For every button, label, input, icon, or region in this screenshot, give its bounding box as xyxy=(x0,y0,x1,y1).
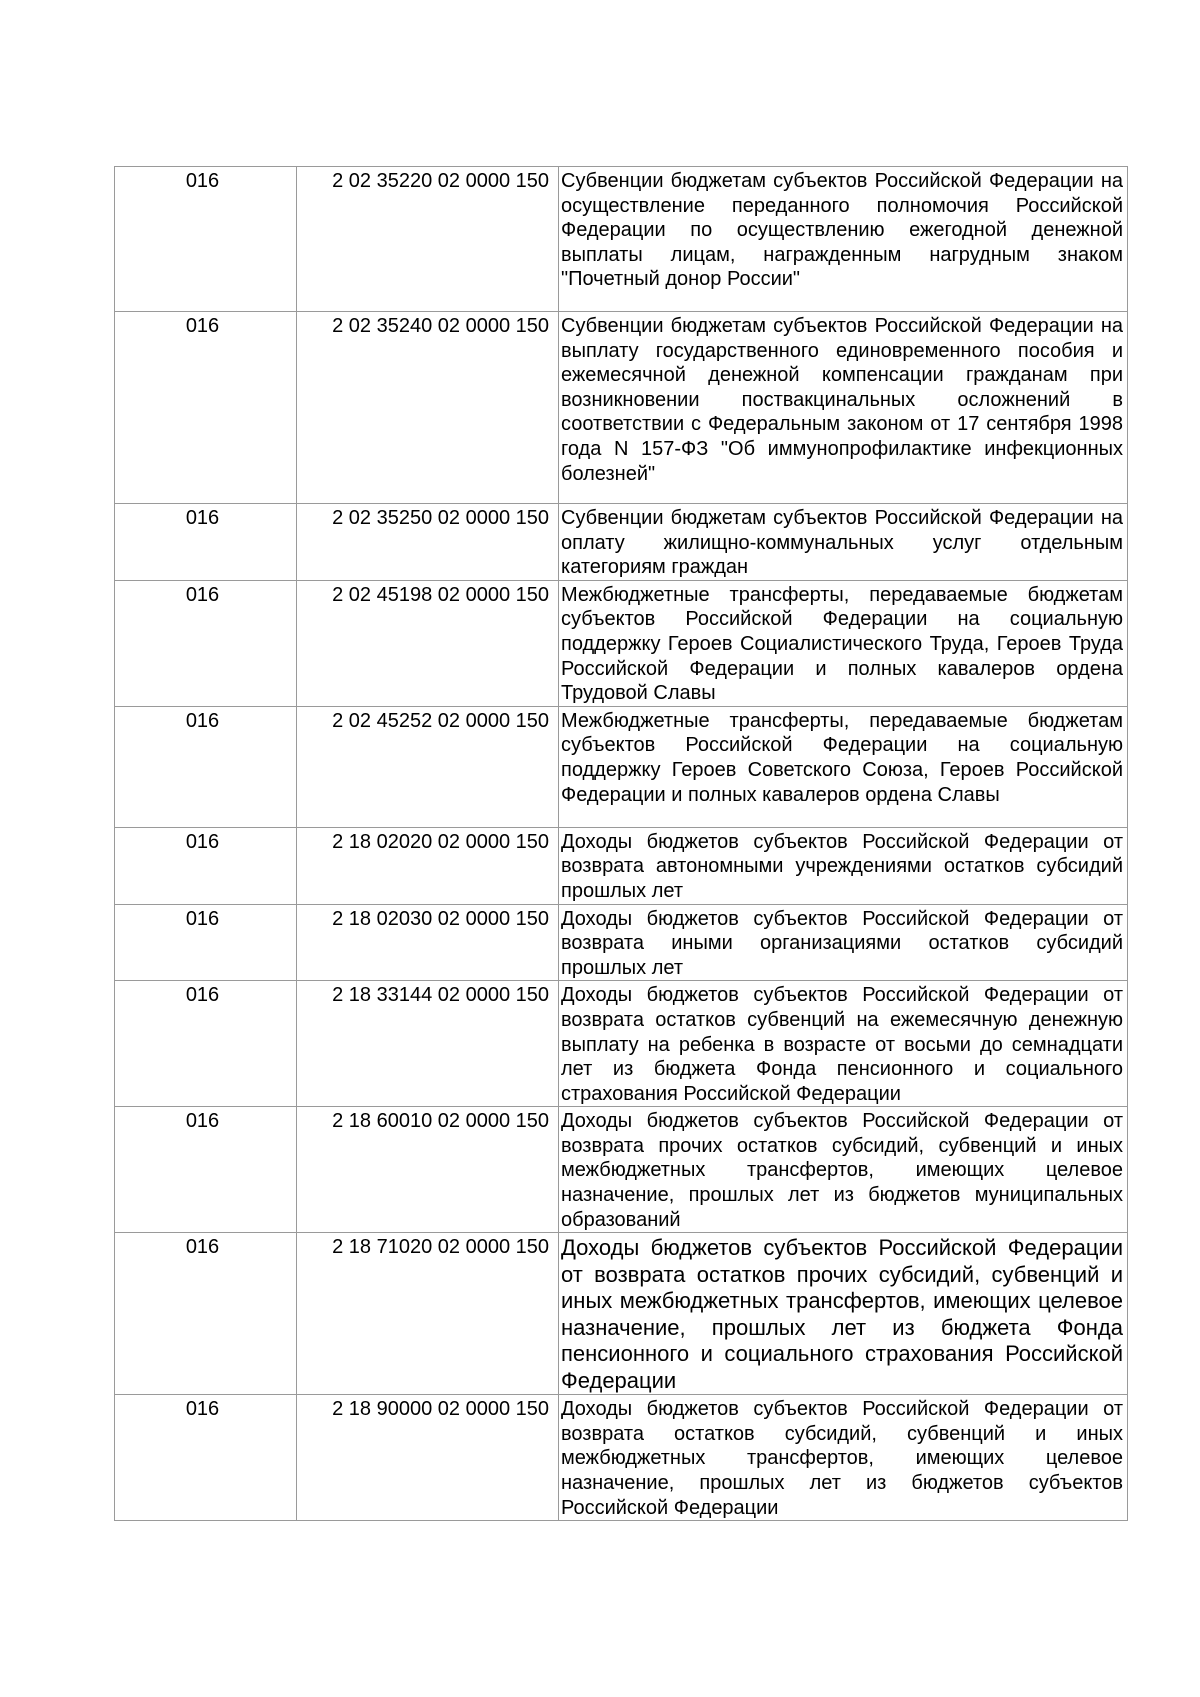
budget-code-cell: 2 18 02030 02 0000 150 xyxy=(297,904,559,981)
income-name-cell xyxy=(559,580,1128,706)
income-name-cell xyxy=(559,167,1128,312)
income-name-cell xyxy=(559,981,1128,1107)
table-row xyxy=(115,1107,1128,1233)
admin-code-cell: 016 xyxy=(115,981,297,1107)
admin-code-cell: 016 xyxy=(115,1233,297,1395)
table-row xyxy=(115,167,1128,312)
admin-code-cell: 016 xyxy=(115,1107,297,1233)
table-row xyxy=(115,981,1128,1107)
admin-code-cell: 016 xyxy=(115,312,297,504)
income-name-text: Доходы бюджетов субъектов Российской Федерации от возврата остатков прочих субсидий, субвенций и иных межбюджетных трансфертов, имеющих целевое назначение, прошлых лет из бюджета Фонда пенсионного и социального страхования Российской Федерации xyxy=(561,1235,1123,1393)
budget-code-cell: 2 02 35220 02 0000 150 xyxy=(297,167,559,312)
budget-code-cell: 2 02 35240 02 0000 150 xyxy=(297,312,559,504)
table-row xyxy=(115,706,1128,827)
admin-code-cell: 016 xyxy=(115,706,297,827)
budget-classification-table xyxy=(114,166,1128,1521)
income-name-cell xyxy=(559,1107,1128,1233)
admin-code-cell: 016 xyxy=(115,504,297,581)
budget-code-cell: 2 18 02020 02 0000 150 xyxy=(297,827,559,904)
table-row xyxy=(115,1233,1128,1395)
income-name-text: Субвенции бюджетам субъектов Российской Федерации на осуществление переданного полномочия Российской Федерации по осуществлению ежегодной денежной выплаты лицам, награжденным нагрудным знаком "Почетный донор России" xyxy=(561,170,1123,291)
table-row xyxy=(115,580,1128,706)
admin-code-cell: 016 xyxy=(115,1395,297,1521)
income-name-text: Доходы бюджетов субъектов Российской Федерации от возврата остатков субсидий, субвенций и иных межбюджетных трансфертов, имеющих целевое назначение, прошлых лет из бюджетов субъектов Российской Федерации xyxy=(561,1398,1123,1519)
income-name-cell xyxy=(559,1395,1128,1521)
income-name-cell xyxy=(559,312,1128,504)
budget-code-cell: 2 18 60010 02 0000 150 xyxy=(297,1107,559,1233)
budget-code-cell: 2 02 35250 02 0000 150 xyxy=(297,504,559,581)
admin-code-cell: 016 xyxy=(115,827,297,904)
income-name-text: Субвенции бюджетам субъектов Российской Федерации на оплату жилищно-коммунальных услуг отдельным категориям граждан xyxy=(561,507,1123,579)
admin-code-cell: 016 xyxy=(115,580,297,706)
table-body xyxy=(115,167,1128,1521)
admin-code-cell: 016 xyxy=(115,167,297,312)
table-row xyxy=(115,904,1128,981)
table-row xyxy=(115,312,1128,504)
income-name-text: Межбюджетные трансферты, передаваемые бюджетам субъектов Российской Федерации на социальную поддержку Героев Социалистического Труда, Героев Труда Российской Федерации и полных кавалеров ордена Трудовой Славы xyxy=(561,583,1123,705)
admin-code-cell: 016 xyxy=(115,904,297,981)
income-name-cell xyxy=(559,706,1128,827)
budget-code-cell: 2 18 33144 02 0000 150 xyxy=(297,981,559,1107)
table-row xyxy=(115,504,1128,581)
income-name-text: Субвенции бюджетам субъектов Российской Федерации на выплату государственного единовременного пособия и ежемесячной денежной компенсации гражданам при возникновении поствакцинальных осложнений в соответствии с Федеральным законом от 17 сентября 1998 года N 157-ФЗ "Об иммунопрофилактике инфекционных болезней" xyxy=(561,315,1123,485)
table-row xyxy=(115,827,1128,904)
income-name-cell xyxy=(559,1233,1128,1395)
budget-code-cell: 2 18 71020 02 0000 150 xyxy=(297,1233,559,1395)
income-name-text: Доходы бюджетов субъектов Российской Федерации от возврата иными организациями остатков субсидий прошлых лет xyxy=(561,907,1123,979)
income-name-text: Доходы бюджетов субъектов Российской Федерации от возврата прочих остатков субсидий, субвенций и иных межбюджетных трансфертов, имеющих целевое назначение, прошлых лет из бюджетов муниципальных образований xyxy=(561,1110,1123,1231)
budget-code-cell: 2 18 90000 02 0000 150 xyxy=(297,1395,559,1521)
income-name-text: Межбюджетные трансферты, передаваемые бюджетам субъектов Российской Федерации на социальную поддержку Героев Советского Союза, Героев Российской Федерации и полных кавалеров ордена Славы xyxy=(561,709,1123,806)
budget-code-cell: 2 02 45198 02 0000 150 xyxy=(297,580,559,706)
table-row xyxy=(115,1395,1128,1521)
income-name-cell xyxy=(559,904,1128,981)
income-name-cell xyxy=(559,504,1128,581)
income-name-text: Доходы бюджетов субъектов Российской Федерации от возврата автономными учреждениями остатков субсидий прошлых лет xyxy=(561,830,1123,902)
income-name-text: Доходы бюджетов субъектов Российской Федерации от возврата остатков субвенций на ежемесячную денежную выплату на ребенка в возрасте от восьми до семнадцати лет из бюджета Фонда пенсионного и социального страхования Российской Федерации xyxy=(561,984,1123,1105)
income-name-cell xyxy=(559,827,1128,904)
budget-code-cell: 2 02 45252 02 0000 150 xyxy=(297,706,559,827)
